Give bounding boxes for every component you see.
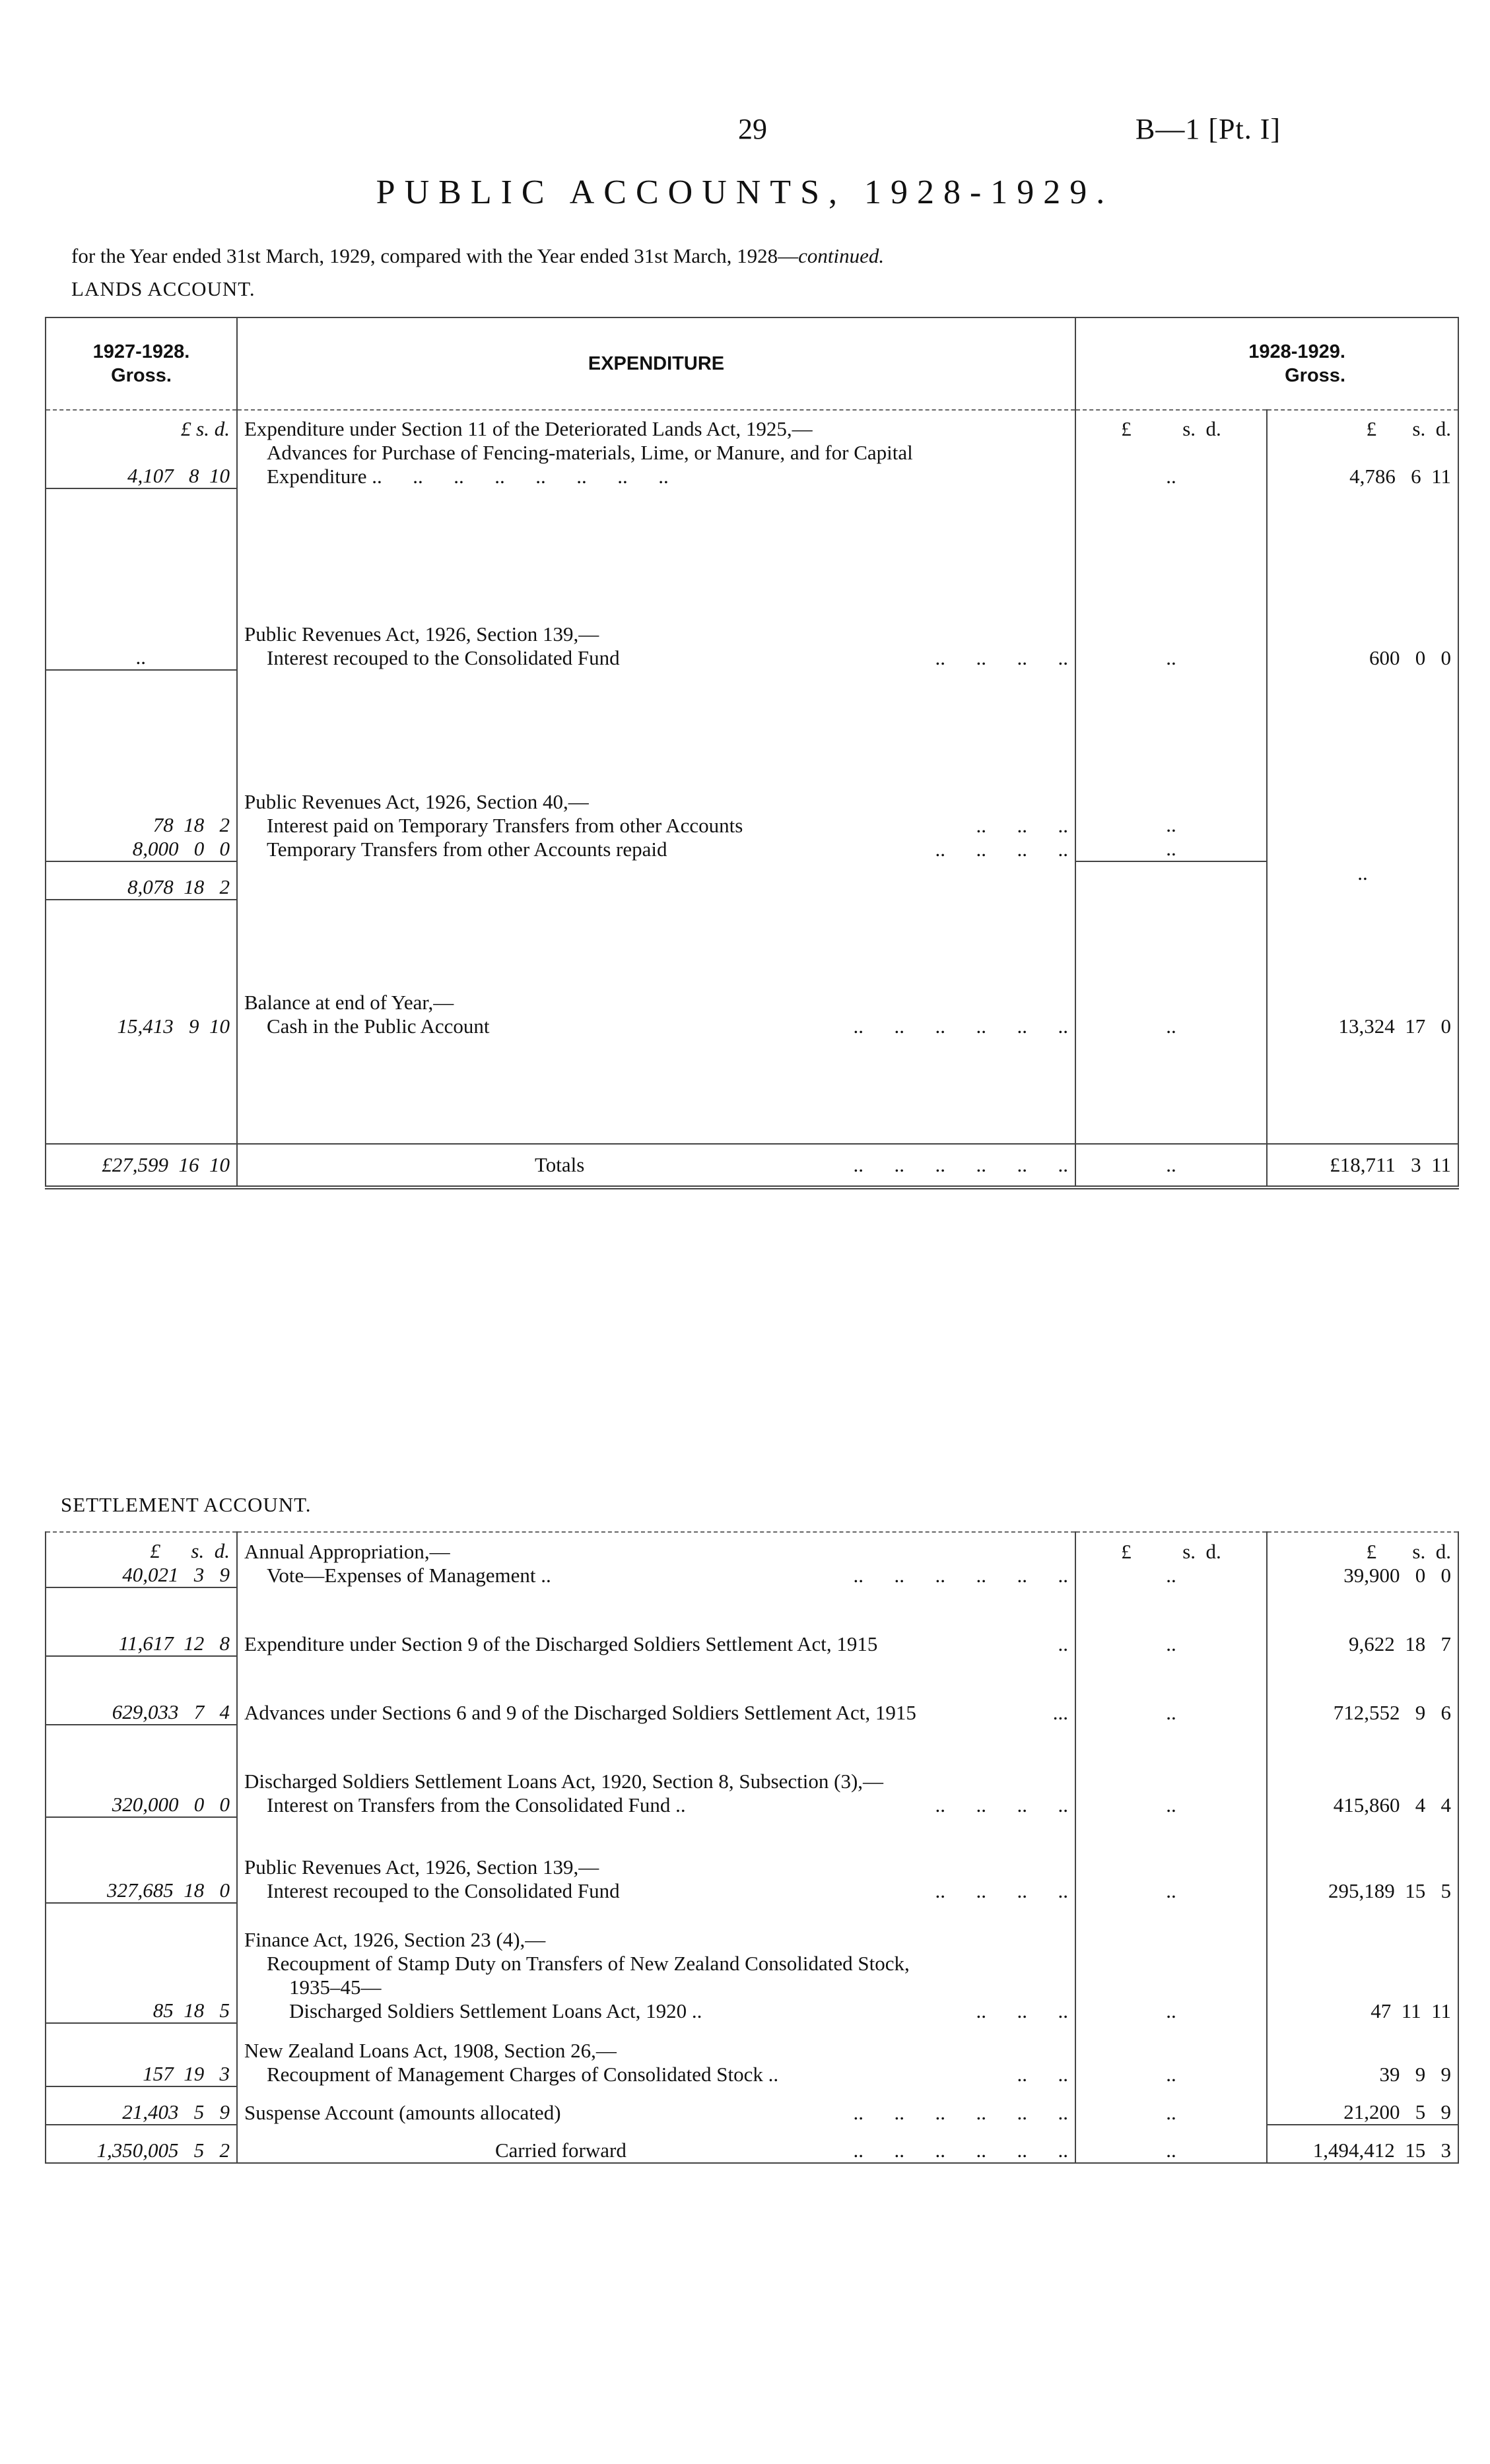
lands-section-title: LANDS ACCOUNT. <box>71 277 255 300</box>
settlement-row7-curr: 39 9 9 <box>1267 2023 1458 2086</box>
settlement-row3-desc: Advances under Sections 6 and 9 of the Discharged Soldiers Settlement Act, 1915 ... <box>237 1656 1075 1725</box>
settlement-row7-mid: .. <box>1075 2023 1267 2086</box>
lands-unit-mid: £ s. d. <box>1075 410 1267 441</box>
lands-row4-mid: .. <box>1075 900 1267 1038</box>
settlement-carried-mid: .. <box>1075 2125 1267 2163</box>
lands-row3-prev: 78 18 2 8,000 0 0 <box>46 670 237 861</box>
settlement-row1-mid: £ s. d. .. <box>1075 1532 1267 1587</box>
lands-col-desc: EXPENDITURE <box>237 317 1075 410</box>
settlement-row1-prev: £ s. d. 40,021 3 9 <box>46 1532 237 1587</box>
settlement-row6-prev: 85 18 5 <box>46 1903 237 2023</box>
subtitle-continued: continued. <box>798 244 885 267</box>
page-number: 29 <box>738 113 767 145</box>
settlement-row8-desc: Suspense Account (amounts allocated) .. .. .. .. .. .. <box>237 2086 1075 2125</box>
lands-unit-curr: £ s. d. <box>1267 410 1458 441</box>
settlement-carried-curr: 1,494,412 15 3 <box>1267 2125 1458 2163</box>
settlement-row3-curr: 712,552 9 6 <box>1267 1656 1458 1725</box>
lands-row1-prev: 4,107 8 10 <box>46 441 237 488</box>
settlement-section-title: SETTLEMENT ACCOUNT. <box>61 1493 312 1516</box>
settlement-row6-desc: Finance Act, 1926, Section 23 (4),— Recoupment of Stamp Duty on Transfers of New Zealand Consolidated Stock, 1935–45— Discharged Soldiers Settlement Loans Act, 1920 .. .. .. .. <box>237 1903 1075 2023</box>
settlement-carried-prev: 1,350,005 5 2 <box>46 2125 237 2163</box>
lands-col-curr: 1928-1929. Gross. <box>1075 317 1458 410</box>
lands-row2-curr: 600 0 0 <box>1267 488 1458 670</box>
settlement-row5-desc: Public Revenues Act, 1926, Section 139,— Interest recouped to the Consolidated Fund .. .. .. .. <box>237 1817 1075 1903</box>
lands-row1-desc: Advances for Purchase of Fencing-materials, Lime, or Manure, and for Capital Expenditure .. .. .. .. .. .. .. .. <box>237 441 1075 488</box>
settlement-row1-desc: Annual Appropriation,— Vote—Expenses of Management .. .. .. .. .. .. .. <box>237 1532 1075 1587</box>
lands-row1-curr: 4,786 6 11 <box>1267 441 1458 488</box>
lands-row1-head: Expenditure under Section 11 of the Deteriorated Lands Act, 1925,— <box>237 410 1075 441</box>
settlement-row4-prev: 320,000 0 0 <box>46 1725 237 1817</box>
page-subtitle <box>71 244 884 268</box>
settlement-row4-mid: .. <box>1075 1725 1267 1817</box>
settlement-row5-curr: 295,189 15 5 <box>1267 1817 1458 1903</box>
settlement-row7-prev: 157 19 3 <box>46 2023 237 2086</box>
lands-totals-label: Totals .. .. .. .. .. .. <box>237 1144 1075 1187</box>
lands-row1-mid: .. <box>1075 441 1267 488</box>
settlement-row4-desc: Discharged Soldiers Settlement Loans Act, 1920, Section 8, Subsection (3),— Interest on Transfers from the Consolidated Fund .. .. .. .. .. <box>237 1725 1075 1817</box>
settlement-row6-mid: .. <box>1075 1903 1267 2023</box>
lands-row4-desc: Balance at end of Year,— Cash in the Public Account .. .. .. .. .. .. <box>237 900 1075 1038</box>
settlement-row2-curr: 9,622 18 7 <box>1267 1587 1458 1656</box>
lands-unit-prev: £ s. d. <box>46 410 237 441</box>
settlement-row3-prev: 629,033 7 4 <box>46 1656 237 1725</box>
settlement-row8-mid: .. <box>1075 2086 1267 2125</box>
lands-row4-prev: 15,413 9 10 <box>46 900 237 1038</box>
settlement-row5-mid: .. <box>1075 1817 1267 1903</box>
settlement-account-table <box>45 1531 1459 2164</box>
settlement-row8-prev: 21,403 5 9 <box>46 2086 237 2125</box>
lands-account-table <box>45 317 1459 1189</box>
lands-row4-curr: 13,324 17 0 <box>1267 900 1458 1038</box>
page-title: PUBLIC ACCOUNTS, 1928-1929. <box>376 174 1114 211</box>
lands-totals-prev: £27,599 16 10 <box>46 1144 237 1187</box>
settlement-row4-curr: 415,860 4 4 <box>1267 1725 1458 1817</box>
settlement-row8-curr: 21,200 5 9 <box>1267 2086 1458 2125</box>
lands-row3-desc: Public Revenues Act, 1926, Section 40,— Interest paid on Temporary Transfers from other Accounts .. .. .. Temporary Transfers from other Accounts repaid .. .. .. .. <box>237 670 1075 861</box>
lands-row3-curr: .. <box>1267 861 1458 900</box>
lands-row3-subtotal: 8,078 18 2 <box>46 861 237 900</box>
settlement-row1-curr: £ s. d. 39,900 0 0 <box>1267 1532 1458 1587</box>
settlement-row2-mid: .. <box>1075 1587 1267 1656</box>
lands-row2-prev: .. <box>46 488 237 670</box>
settlement-row2-desc: Expenditure under Section 9 of the Discharged Soldiers Settlement Act, 1915 .. <box>237 1587 1075 1656</box>
settlement-row5-prev: 327,685 18 0 <box>46 1817 237 1903</box>
settlement-row7-desc: New Zealand Loans Act, 1908, Section 26,— Recoupment of Management Charges of Consolidated Stock .. .. .. <box>237 2023 1075 2086</box>
lands-row3-mid: .. .. <box>1075 670 1267 861</box>
settlement-row6-curr: 47 11 11 <box>1267 1903 1458 2023</box>
lands-totals-mid: .. <box>1075 1144 1267 1187</box>
lands-row2-mid: .. <box>1075 488 1267 670</box>
settlement-carried-label: Carried forward .. .. .. .. .. .. <box>237 2125 1075 2163</box>
subtitle-text: for the Year ended 31st March, 1929, compared with the Year ended 31st March, 1928— <box>71 244 799 267</box>
lands-col-prev: 1927-1928. Gross. <box>46 317 237 410</box>
settlement-row2-prev: 11,617 12 8 <box>46 1587 237 1656</box>
settlement-row3-mid: .. <box>1075 1656 1267 1725</box>
page-reference: B—1 [Pt. I] <box>1135 113 1281 145</box>
lands-row2-desc: Public Revenues Act, 1926, Section 139,— Interest recouped to the Consolidated Fund .. .. .. .. <box>237 488 1075 670</box>
lands-totals-curr: £18,711 3 11 <box>1267 1144 1458 1187</box>
